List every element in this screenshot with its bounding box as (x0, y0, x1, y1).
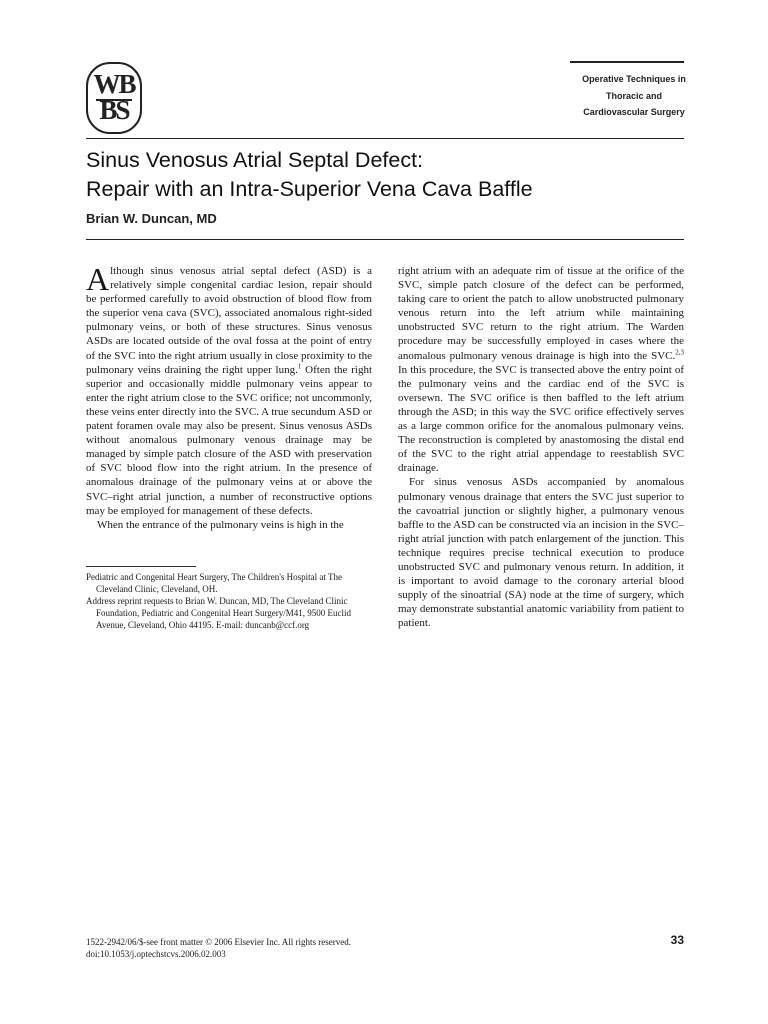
reference-marker[interactable]: 1 (297, 362, 302, 370)
page-number: 33 (670, 933, 684, 947)
paragraph-continued (398, 264, 684, 475)
journal-name (566, 71, 702, 121)
paragraph-text: In this procedure, the SVC is transected above the entry point of the pulmonary veins and the cardiac end of the SVC is oversewn. The SVC orifice is then baffled to the left atrium through the ASD; in this way the SVC orifice effectively serves as a large common orifice for the anomalous pulmonary veins. The reconstruction is completed by anastomosing the distal end of the SVC to the right atrial appendage to reestablish SVC drainage. (398, 363, 684, 475)
logo-line-1: WB (93, 69, 135, 99)
logo-line-2: BS (99, 95, 129, 125)
paragraph-text: Often the right superior and occasionally middle pulmonary veins appear to enter the right atrium close to the SVC orifice; not uncommonly, these veins enter directly into the SVC. A true secundum ASD or patent foramen ovale may also be present. Sinus venosus ASDs without anomalous pulmonary venous drainage may be managed by simple patch closure of the ASD with preservation of SVC blood flow into the right atrium. In the presence of anomalous drainage of the pulmonary veins at or above the SVC–right atrial junction, a number of reconstructive options may be employed for management of these defects. (86, 363, 372, 517)
paragraph-text: right atrium with an adequate rim of tissue at the orifice of the SVC, simple patch closure of the defect can be performed, taking care to orient the patch to allow unobstructed pulmonary venous return into the left atrium while maintaining unobstructed SVC return to the right atrium. The Warden procedure may be successfully employed in cases where the anomalous pulmonary venous drainage is high into the SVC. (398, 265, 684, 362)
drop-cap: A (86, 261, 110, 297)
page-footer (86, 936, 686, 960)
author-name: Brian W. Duncan, MD (86, 211, 217, 226)
footnote-rule (86, 566, 196, 567)
body-column-left (86, 261, 372, 532)
paragraph-intro (86, 261, 372, 518)
journal-name-line: Operative Techniques in (582, 74, 686, 84)
paragraph-text: lthough sinus venosus atrial septal defect (ASD) is a relatively simple congenital cardiac lesion, repair should be performed carefully to avoid obstruction of blood flow from the superior vena cava (SVC), associated anomalous right-sided pulmonary veins, or both of these structures. Sinus venosus ASDs are located outside of the oval fossa at the point of entry of the SVC into the right atrium usually in close proximity to the pulmonary veins draining the right upper lung. (86, 265, 372, 376)
footnotes (86, 571, 376, 631)
article-title-line-2: Repair with an Intra-Superior Vena Cava Baffle (86, 177, 533, 201)
title-rule (86, 239, 684, 240)
article-title-line-1: Sinus Venosus Atrial Septal Defect: (86, 148, 424, 172)
footnote-address: Address reprint requests to Brian W. Duncan, MD, The Cleveland Clinic Foundation, Pediatric and Congenital Heart Surgery/M41, 9500 Euclid Avenue, Cleveland, Ohio 44195. E-mail: duncanb@ccf.org (86, 596, 352, 630)
journal-top-rule (570, 61, 684, 63)
issn-line: 1522-2942/06/$-see front matter © 2006 Elsevier Inc. All rights reserved. (86, 937, 352, 947)
article-title (86, 146, 686, 204)
footnote-affiliation: Pediatric and Congenital Heart Surgery, The Children's Hospital at The Cleveland Clinic, Cleveland, OH. (86, 572, 342, 594)
journal-name-line: Cardiovascular Surgery (583, 107, 685, 117)
doi-line[interactable]: doi:10.1053/j.optechstcvs.2006.02.003 (86, 949, 226, 959)
publisher-logo (86, 62, 142, 134)
body-column-right (398, 264, 684, 630)
paragraph: For sinus venosus ASDs accompanied by anomalous pulmonary venous drainage that enters the SVC just superior to the cavoatrial junction or slightly higher, a pulmonary venous baffle to the ASD can be constructed via an incision in the SVC–right atrial junction with patch enlargement of the junction. This technique requires precise technical execution to produce unobstructed SVC and pulmonary venous return. In addition, it is important to avoid damage to the coronary arterial blood supply of the sinoatrial (SA) node at the time of surgery, which may demonstrate substantial anatomic variability from patient to patient. (398, 476, 684, 630)
reference-marker[interactable]: 2,3 (675, 347, 684, 356)
journal-name-line: Thoracic and (605, 90, 662, 101)
header-rule (86, 138, 684, 139)
paragraph-start: When the entrance of the pulmonary veins is high in the (97, 518, 344, 531)
